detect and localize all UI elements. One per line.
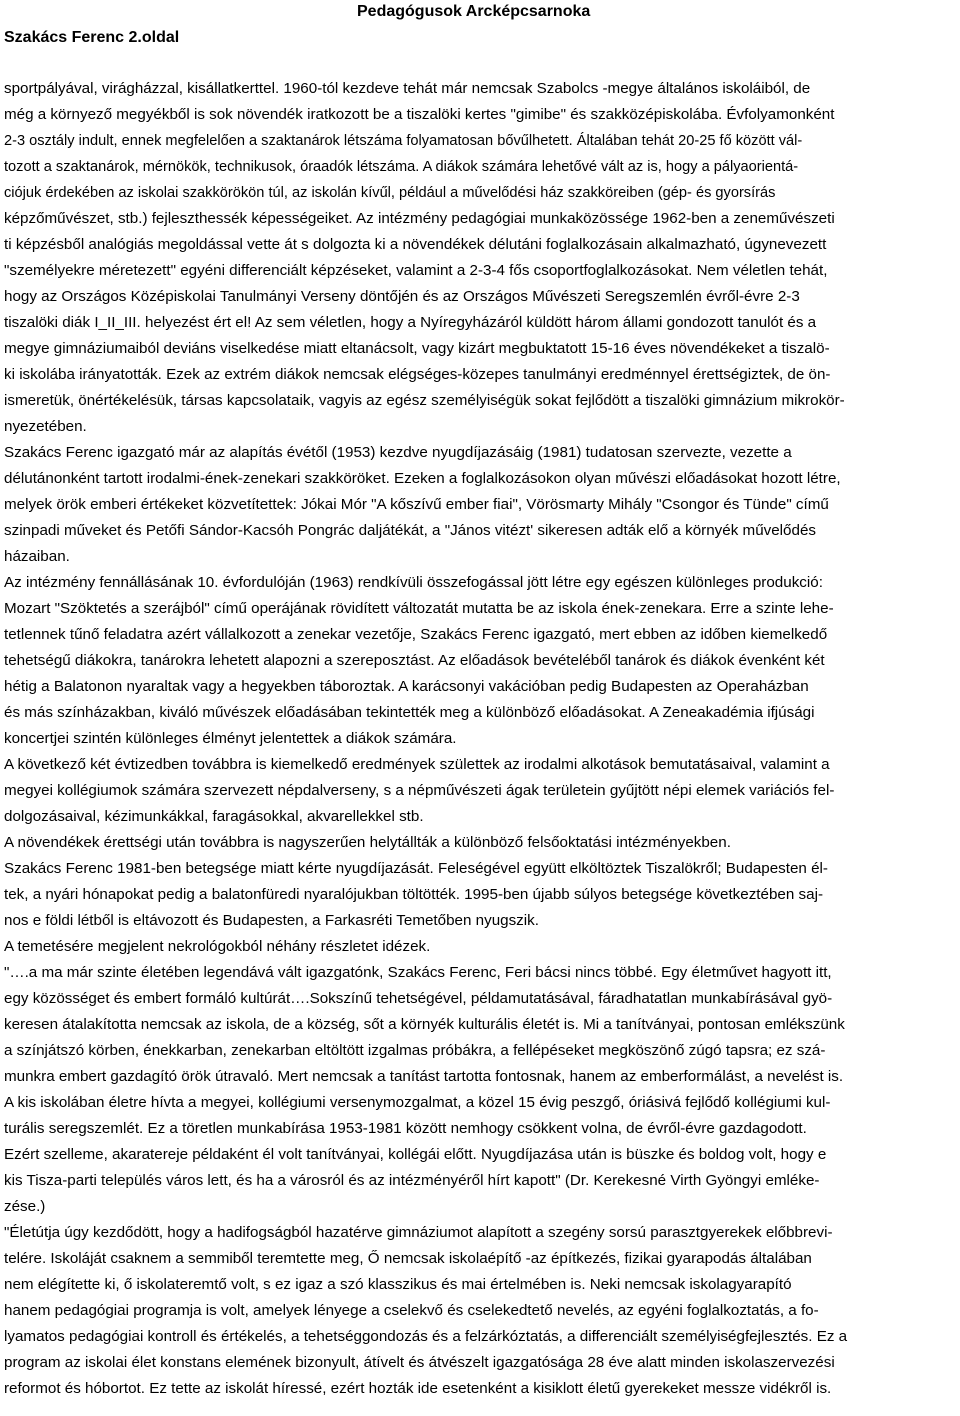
text-line: turális seregszemlét. Ez a töretlen munkabírása 1953-1981 között nemhogy csökkent volna, de évről-évre gazdagodott. — [4, 1120, 807, 1137]
page-header — [0, 0, 960, 60]
text-line: ismeretük, önértékelésük, társas kapcsolataik, vagyis az egész személyiségük sokat fejlődött a tiszalöki gimnázium mikrokör- — [4, 392, 845, 409]
text-line: Az intézmény fennállásának 10. évfordulóján (1963) rendkívüli összefogással jött létre egy egészen különleges produkció: — [4, 574, 823, 591]
text-line: Szakács Ferenc 1981-ben betegsége miatt kérte nyugdíjazását. Feleségével együtt elköltöztek Tiszalökről; Budapesten él- — [4, 860, 828, 877]
text-line: program az iskolai élet konstans elemének bizonyult, átívelt és átvészelt igazgatósága 28 éve alatt minden iskolaszervezési — [4, 1354, 835, 1371]
text-line: tek, a nyári hónapokat pedig a balatonfüredi nyaralójukban töltötték. 1995-ben újabb súlyos betegsége következtében saj- — [4, 886, 823, 903]
text-line: egy közösséget és embert formáló kultúrát….Sokszínű tehetségével, példamutatásával, fáradhatatlan munkabírásával gyö- — [4, 990, 833, 1007]
text-line: "személyekre méretezett" egyéni differenciált képzéseket, valamint a 2-3-4 fős csoportfoglalkozásokat. Nem véletlen tehát, — [4, 262, 828, 279]
text-line: hanem pedagógiai programja is volt, amelyek lényege a cselekvő és cselekedtető nevelés, az egyéni foglalkoztatás, a fo- — [4, 1302, 819, 1319]
text-line: és más színházakban, kiváló művészek előadásában tekintették meg a különböző előadásokat. A Zeneakadémia ifjúsági — [4, 704, 815, 721]
text-line: munkra embert gazdagító örök útravaló. Mert nemcsak a tanítást tartotta fontosnak, hanem az emberformálást, a nevelést is. — [4, 1068, 844, 1085]
text-line: lyamatos pedagógiai kontroll és értékelés, a tehetséggondozás és a felzárkóztatás, a differenciált személyiségfejlesztés. Ez a — [4, 1328, 848, 1345]
text-line: A növendékek érettségi után továbbra is nagyszerűen helytállták a különböző felsőoktatási intézményekben. — [4, 834, 731, 851]
text-line: zése.) — [4, 1198, 46, 1215]
text-line: hétig a Balatonon nyaraltak vagy a hegyekben táboroztak. A karácsonyi vakációban pedig Budapesten az Operaházban — [4, 678, 809, 695]
text-line: még a környező megyékből is sok növendék iratkozott be a tiszalöki kertes "gimibe" és szakközépiskolába. Évfolyamonként — [4, 106, 835, 123]
text-line: szinpadi műveket és Petőfi Sándor-Kacsóh Pongrác daljátékát, a "János vitézt' sikeresen adták elő a környék művelődés — [4, 522, 816, 539]
text-line: megye gimnáziumaiból deviáns viselkedése miatt eltanácsolt, vagy kizárt megbuktatott 15-16 éves növendékeket a tiszalö- — [4, 340, 830, 357]
text-line: tehetségű diákokra, tanárokra lehetett alapozni a szereposztást. Az előadások bevételéből tanárok és diákok évenként két — [4, 652, 825, 669]
text-line: koncertjei szintén különleges élményt jelentettek a diákok számára. — [4, 730, 457, 747]
text-line: ki iskolába irányatották. Ezek az extrém diákok nemcsak elégséges-közepes tanulmányi eredménnyel érettségiztek, de ön- — [4, 366, 831, 383]
text-line: ciójuk érdekében az iskolai szakkörökön túl, az iskolán kívűl, például a művelődési ház szakköreiben (gép- és gyorsírás — [4, 185, 776, 201]
text-line: keresen átalakította nemcsak az iskola, de a község, sőt a környék kulturális életét is. Mi a tanítványai, pontosan emlékszünk — [4, 1016, 845, 1033]
text-line: nem elégítette ki, ő iskolateremtő volt, s ez igaz a szó klasszikus és mai értelmében is. Neki nemcsak iskolagyarapító — [4, 1276, 792, 1293]
text-line: melyek örök emberi értékeket közvetítettek: Jókai Mór "A kőszívű ember fiai", Vörösmarty Mihály "Csongor és Tünde" című — [4, 496, 829, 513]
text-line: A temetésére megjelent nekrológokból néhány részletet idézek. — [4, 938, 431, 955]
text-line: megyei kollégiumok számára szervezett népdalverseny, s a népművészeti ágak területein gyűjtött népi elemek variációs fel- — [4, 782, 835, 799]
text-line: telére. Iskoláját csaknem a semmiből teremtette meg, Ő nemcsak iskolaépítő -az építkezés, fizikai gyarapodás általában — [4, 1250, 812, 1267]
text-line: A következő két évtizedben továbbra is kiemelkedő eredmények születtek az irodalmi alkotások bemutatásaival, valamint a — [4, 756, 830, 773]
text-line: "….a ma már szinte életében legendává vált igazgatónk, Szakács Ferenc, Feri bácsi nincs többé. Egy életművet hagyott itt, — [4, 964, 832, 981]
text-line: dolgozásaival, kézimunkákkal, faragásokkal, akvarellekkel stb. — [4, 808, 424, 825]
text-line: tozott a szaktanárok, mérnökök, technikusok, óraadók létszáma. A diákok számára lehetővé vált az is, hogy a pályaorientá- — [4, 159, 799, 175]
publication-title: Pedagógusok Arcképcsarnoka — [357, 3, 591, 20]
text-line: sportpályával, virágházzal, kisállatkerttel. 1960-tól kezdeve tehát már nemcsak Szabolcs -megye általános iskoláiból, de — [4, 80, 811, 97]
text-line: 2-3 osztály indult, ennek megfelelően a szaktanárok létszáma folyamatosan bővűlhetett. Általában tehát 20-25 fő között vál- — [4, 133, 803, 149]
text-line: házaiban. — [4, 548, 70, 565]
text-line: Ezért szelleme, akaratereje példaként él volt tanítványai, kollégái előtt. Nyugdíjazása után is büszke és boldog volt, hogy e — [4, 1146, 827, 1163]
text-line: tiszalöki diák I_II_III. helyezést ért el! Az sem véletlen, hogy a Nyíregyházáról küldött három állami gondozott tanulót és a — [4, 314, 817, 331]
text-line: délutánonként tartott irodalmi-ének-zenekari szakköröket. Ezeken a foglalkozásokon olyan művészi előadásokat hozott létre, — [4, 470, 841, 487]
author-page-label: Szakács Ferenc 2.oldal — [4, 29, 180, 46]
text-line: reformot és hóbortot. Ez tette az iskolát híressé, ezért hozták ide esetenként a kisiklott életű gyerekeket messze vidékről is. — [4, 1380, 832, 1397]
text-line: Mozart "Szöktetés a szerájból" című operájának rövidített változatát mutatta be az iskola ének-zenekara. Erre a szinte lehe- — [4, 600, 834, 617]
text-line: nyezetében. — [4, 418, 87, 435]
text-line: képzőművészet, stb.) fejleszthessék képességeiket. Az intézmény pedagógiai munkaközössége 1962-ben a zeneművészeti — [4, 210, 835, 227]
text-line: A kis iskolában életre hívta a megyei, kollégiumi versenymozgalmat, a közel 15 évig peszgő, óriásivá fejlődő kollégiumi kul- — [4, 1094, 831, 1111]
article-body — [4, 76, 956, 1402]
text-line: hogy az Országos Középiskolai Tanulmányi Verseny döntőjén és az Országos Művészeti Seregszemlén évről-évre 2-3 — [4, 288, 800, 305]
text-line: ti képzésből analógiás megoldással vette át s dolgozta ki a növendékek délutáni foglalkozásain alkalmazható, úgynevezett — [4, 236, 827, 253]
text-line: kis Tisza-parti település város lett, és ha a városról és az intézményéről hírt kapott" (Dr. Kerekesné Virth Gyöngyi emléke- — [4, 1172, 820, 1189]
text-line: a színjátszó körben, énekkarban, zenekarban eltöltött izgalmas próbákra, a fellépéseket megköszönő zúgó tapsra; ez szá- — [4, 1042, 826, 1059]
text-line: Szakács Ferenc igazgató már az alapítás évétől (1953) kezdve nyugdíjazásáig (1981) tudatosan szervezte, vezette a — [4, 444, 792, 461]
text-line: "Életútja úgy kezdődött, hogy a hadifogságból hazatérve gimnáziumot alapított a szegény sorsú parasztgyerekek előbbrevi- — [4, 1224, 833, 1241]
text-line: nos e földi létből is eltávozott és Budapesten, a Farkasréti Temetőben nyugszik. — [4, 912, 539, 929]
text-line: tetlennek tűnő feladatra azért vállalkozott a zenekar vezetője, Szakács Ferenc igazgató, mert ebben az időben kiemelkedő — [4, 626, 828, 643]
